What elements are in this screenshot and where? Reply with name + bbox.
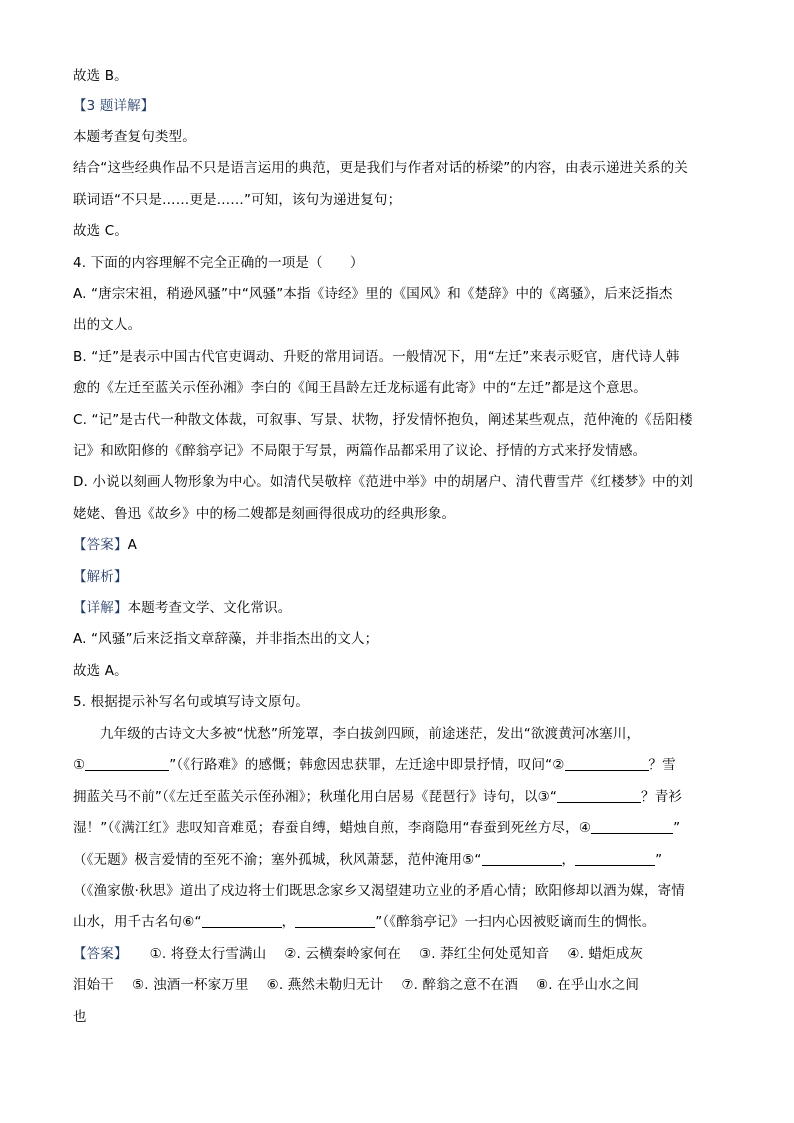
- fill-blank-8: [295, 913, 375, 928]
- fill-blank-6: [575, 851, 655, 866]
- q4-explain: A. “风骚”后来泛指文章辞藻，并非指杰出的文人；: [73, 631, 379, 647]
- fill-blank-7: [202, 913, 282, 928]
- q3-line: 本题考查复句类型。: [73, 129, 196, 145]
- q4-option-d: 姥姥、鲁迅《故乡》中的杨二嫂都是刻画得很成功的经典形象。: [73, 506, 456, 522]
- detail-label: 【详解】: [73, 600, 128, 616]
- answer-item: ⑧. 在乎山水之间: [536, 977, 640, 993]
- answer-item: ⑦. 醉翁之意不在酒: [401, 977, 519, 993]
- q3-line: 结合“这些经典作品不只是语言运用的典范，更是我们与作者对话的桥梁”的内容，由表示递进关系的关: [73, 160, 688, 176]
- q4-answer: [73, 536, 137, 554]
- q4-option-b: 愈的《左迁至蓝关示侄孙湘》李白的《闻王昌龄左迁龙标遥有此寄》中的“左迁”都是这个意思。: [73, 380, 647, 396]
- fill-blank-1: [85, 756, 169, 771]
- answer-item: ⑤. 浊酒一杯家万里: [131, 977, 249, 993]
- answer-item: ③. 莽红尘何处觅知音: [418, 946, 550, 962]
- q4-detail: [73, 599, 291, 617]
- answer-item: ④. 蜡炬成灰: [567, 946, 644, 962]
- detail-text: 本题考查文学、文化常识。: [127, 600, 292, 616]
- q4-analysis-label: 【解析】: [73, 569, 128, 585]
- q4-option-a: A. “唐宗宋祖，稍逊风骚”中“风骚”本指《诗经》里的《国风》和《楚辞》中的《离骚》，后来泛指杰: [73, 286, 673, 302]
- fill-blank-4: [591, 819, 673, 834]
- q5-passage-line: （《无题》极言爱情的至死不渝；塞外孤城，秋风萧瑟，范仲淹用⑤“ ， ”: [73, 852, 663, 868]
- q5-answer-line: 也: [73, 1009, 87, 1025]
- q5-stem: 5. 根据提示补写名句或填写诗文原句。: [73, 694, 310, 710]
- answer-label: 【答案】: [73, 946, 128, 962]
- fill-blank-3: [557, 788, 641, 803]
- q4-option-b: B. “迁”是表示中国古代官吏调动、升贬的常用词语。一般情况下，用“左迁”来表示贬官，唐代诗人韩: [73, 349, 680, 365]
- answer-item: ①. 将登太行雪满山: [149, 946, 267, 962]
- fill-blank-5: [482, 851, 562, 866]
- fill-blank-2: [565, 756, 649, 771]
- q4-option-d: D. 小说以刻画人物形象为中心。如清代吴敬梓《范进中举》中的胡屠户、清代曹雪芹《红楼梦》中的刘: [73, 474, 694, 490]
- q5-passage-line: 山水，用千古名句⑥“ ， ”（《醉翁亭记》一扫内心因被贬谪而生的惆怅。: [73, 914, 656, 930]
- q5-passage-line: ① ”（《行路难》的感慨；韩愈因忠获罪，左迁途中即景抒情，叹问“② ？雪: [73, 757, 676, 773]
- q4-option-a: 出的文人。: [73, 317, 142, 333]
- q5-passage-line: 湿！”（《满江红》悲叹知音难觅；春蚕自缚，蜡烛自煎，李商隐用“春蚕到死丝方尽，④ ”: [73, 820, 681, 836]
- answer-item: ⑥. 燕然未勒归无计: [266, 977, 384, 993]
- answer-item: ②. 云横秦岭家何在: [284, 946, 401, 962]
- answer-value: A: [127, 537, 137, 553]
- answer-item: 泪始干: [73, 977, 114, 993]
- answer-label: 【答案】: [73, 537, 128, 553]
- q5-passage-line: 九年级的古诗文大多被“忧愁”所笼罩，李白拔剑四顾，前途迷茫，发出“欲渡黄河冰塞川，: [100, 726, 641, 742]
- q4-stem: 4. 下面的内容理解不完全正确的一项是（ ）: [73, 255, 364, 271]
- q5-answer-line: [73, 945, 643, 963]
- q3-line: 联词语“不只是……更是……”可知，该句为递进复句；: [73, 192, 402, 208]
- q4-option-c: 记》和欧阳修的《醉翁亭记》不局限于写景，两篇作品都采用了议论、抒情的方式来抒发情感。: [73, 443, 647, 459]
- q4-option-c: C. “记”是古代一种散文体裁，可叙事、写景、状物，抒发情怀抱负，阐述某些观点，范仲淹的《岳阳楼: [73, 412, 693, 428]
- q3-heading: 【3 题详解】: [73, 98, 155, 114]
- q2-conclusion: 故选 B。: [73, 68, 128, 84]
- q4-conclusion: 故选 A。: [73, 663, 128, 679]
- q3-conclusion: 故选 C。: [73, 223, 128, 239]
- q5-answer-line: [73, 976, 639, 994]
- q5-passage-line: （《渔家傲·秋思》道出了戍边将士们既思念家乡又渴望建功立业的矛盾心情；欧阳修却以酒为媒，寄情: [73, 883, 685, 899]
- q5-passage-line: 拥蓝关马不前”（《左迁至蓝关示侄孙湘》；秋瑾化用白居易《琵琶行》诗句，以③“ ？青衫: [73, 789, 682, 805]
